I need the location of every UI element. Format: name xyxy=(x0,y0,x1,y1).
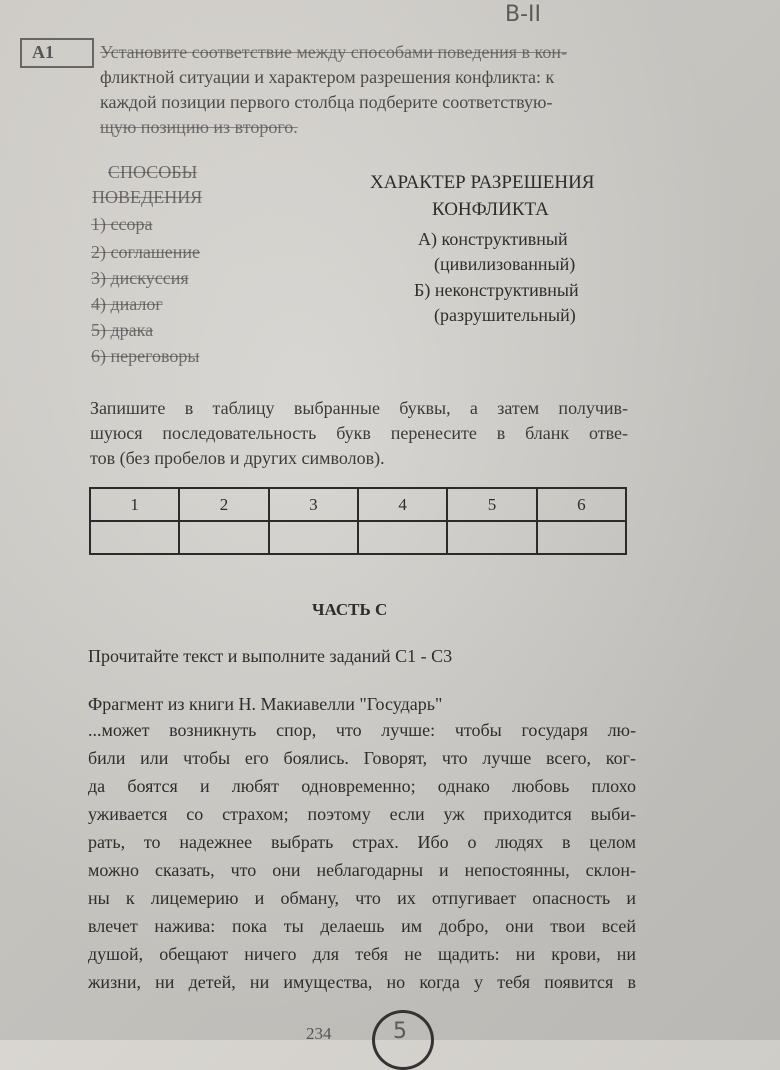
left-heading-line-1: СПОСОБЫ xyxy=(108,162,198,182)
circled-grade-mark xyxy=(372,1010,434,1070)
passage-line-10: жизни, ни детей, ни имущества, но когда у тебя появится в xyxy=(88,972,636,992)
right-heading-line-2: КОНФЛИКТА xyxy=(432,199,549,220)
answer-cell-1[interactable] xyxy=(90,521,179,554)
answer-header-5: 5 xyxy=(447,488,536,521)
part-instruction: Прочитайте текст и выполните заданий С1 - С3 xyxy=(88,646,453,666)
passage-line-4: уживается со страхом; поэтому если уж приходится выби- xyxy=(88,804,636,824)
right-heading-line-1: ХАРАКТЕР РАЗРЕШЕНИЯ xyxy=(370,172,595,193)
page-number: 234 xyxy=(306,1024,332,1043)
left-item-1: 1) ссора xyxy=(91,214,153,234)
instruction-line-2: шуюся последовательность букв перенесите в бланк отве- xyxy=(90,423,628,443)
answer-header-2: 2 xyxy=(179,488,268,521)
circled-grade-value: 5 xyxy=(393,1019,407,1044)
question-line-4: щую позицию из второго. xyxy=(100,117,298,137)
left-item-5: 5) драка xyxy=(91,320,154,340)
left-item-2: 2) соглашение xyxy=(91,242,201,262)
right-item-b: Б) неконструктивный xyxy=(414,280,579,300)
passage-line-2: били или чтобы его боялись. Говорят, что лучше всего, ког- xyxy=(88,748,636,768)
answer-cell-3[interactable] xyxy=(269,521,358,554)
question-line-1: Установите соответствие между способами поведения в кон- xyxy=(100,42,567,62)
fragment-title: Фрагмент из книги Н. Макиавелли "Государь" xyxy=(88,694,443,714)
right-item-a-note: (цивилизованный) xyxy=(434,254,576,274)
passage-line-3: да боятся и любят одновременно; однако любовь плохо xyxy=(88,776,636,796)
answer-table-answer-row xyxy=(90,521,626,554)
passage-line-5: рать, то надежнее выбрать страх. Ибо о людях в целом xyxy=(88,832,636,852)
passage-line-9: душой, обещают ничего для тебя не щадить: ни крови, ни xyxy=(88,944,636,964)
answer-header-6: 6 xyxy=(537,488,626,521)
right-item-a: А) конструктивный xyxy=(418,229,568,249)
answer-cell-5[interactable] xyxy=(447,521,536,554)
left-item-3: 3) дискуссия xyxy=(91,268,189,288)
right-item-b-note: (разрушительный) xyxy=(434,305,576,325)
answer-cell-6[interactable] xyxy=(537,521,626,554)
handwritten-variant-note: В-II xyxy=(505,2,542,27)
answer-table xyxy=(89,487,627,555)
left-heading-line-2: ПОВЕДЕНИЯ xyxy=(92,187,203,207)
left-item-4: 4) диалог xyxy=(91,294,163,314)
passage-line-6: можно сказать, что они неблагодарны и непостоянны, склон- xyxy=(88,860,636,880)
answer-table-header-row xyxy=(90,488,626,521)
part-title: ЧАСТЬ С xyxy=(312,600,388,619)
answer-cell-4[interactable] xyxy=(358,521,447,554)
left-item-6: 6) переговоры xyxy=(91,346,200,366)
answer-header-1: 1 xyxy=(90,488,179,521)
answer-header-3: 3 xyxy=(269,488,358,521)
question-number: А1 xyxy=(32,42,54,62)
answer-header-4: 4 xyxy=(358,488,447,521)
question-number-box xyxy=(20,38,94,68)
passage-line-7: ны к лицемерию и обману, что их отпугивает опасность и xyxy=(88,888,636,908)
passage-line-8: влечет нажива: пока ты делаешь им добро, они твои всей xyxy=(88,916,636,936)
answer-cell-2[interactable] xyxy=(179,521,268,554)
question-line-2: фликтной ситуации и характером разрешения конфликта: к xyxy=(100,67,555,87)
instruction-line-3: тов (без пробелов и других символов). xyxy=(90,448,385,468)
instruction-line-1: Запишите в таблицу выбранные буквы, а затем получив- xyxy=(90,398,628,418)
question-line-3: каждой позиции первого столбца подберите соответствую- xyxy=(100,92,553,112)
passage-line-1: ...может возникнуть спор, что лучше: чтобы государя лю- xyxy=(88,720,636,740)
